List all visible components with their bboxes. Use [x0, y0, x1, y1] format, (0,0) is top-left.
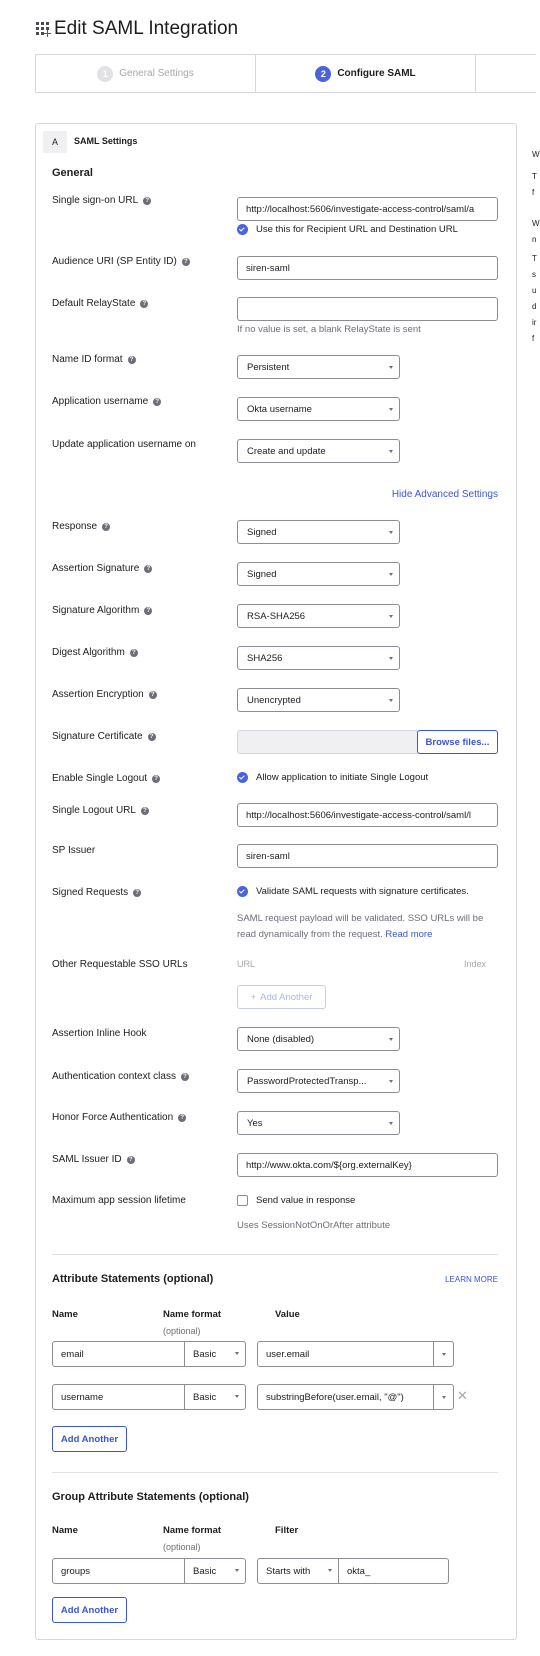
step-general-settings[interactable] [36, 55, 256, 92]
digest-algorithm-label: Digest Algorithm ? [52, 647, 138, 658]
relay-state-label: Default RelayState ? [52, 298, 148, 309]
group-name-input[interactable]: groups [52, 1558, 185, 1584]
chevron-down-icon [389, 699, 393, 702]
chevron-down-icon [235, 1569, 239, 1572]
app-grid-add-icon [36, 22, 50, 36]
audience-input[interactable]: siren-saml [237, 256, 498, 280]
chevron-down-icon [389, 1080, 393, 1083]
side-panel-text: s [532, 270, 536, 279]
attr-name-header: Name [52, 1309, 78, 1320]
side-panel-text: u [532, 286, 537, 295]
chevron-down-icon [442, 1353, 446, 1356]
auth-context-label: Authentication context class ? [52, 1071, 189, 1082]
sso-recipient-checkbox[interactable]: Use this for Recipient URL and Destination URL [237, 224, 458, 235]
chevron-down-icon [389, 408, 393, 411]
signature-algorithm-label: Signature Algorithm ? [52, 605, 152, 616]
side-panel-text: f [532, 334, 535, 343]
help-icon[interactable]: ? [182, 258, 190, 266]
step-label: Configure SAML [337, 68, 416, 79]
group-format-header: Name format [163, 1525, 222, 1536]
auth-context-select[interactable]: PasswordProtectedTransp... [237, 1069, 400, 1093]
general-heading: General [52, 167, 93, 179]
issuer-id-input[interactable]: http://www.okta.com/${org.externalKey} [237, 1153, 498, 1177]
single-logout-url-input[interactable]: http://localhost:5606/investigate-access-control/saml/l [237, 803, 498, 827]
inline-hook-label: Assertion Inline Hook [52, 1028, 147, 1039]
force-auth-select[interactable]: Yes [237, 1111, 400, 1135]
attr-format-subheader: (optional) [163, 1326, 201, 1336]
add-attribute-button[interactable]: Add Another [52, 1426, 127, 1452]
chevron-down-icon [389, 657, 393, 660]
attr-format-header: Name format [163, 1309, 222, 1320]
help-icon[interactable]: ? [178, 1114, 186, 1122]
help-icon[interactable]: ? [141, 807, 149, 815]
help-icon[interactable]: ? [143, 197, 151, 205]
help-icon[interactable]: ? [148, 733, 156, 741]
name-id-label: Name ID format ? [52, 354, 136, 365]
attr-format-select[interactable]: Basic [184, 1384, 246, 1410]
step-configure-saml[interactable] [256, 55, 476, 92]
single-logout-label: Enable Single Logout ? [52, 773, 160, 784]
chevron-down-icon [389, 1122, 393, 1125]
side-panel-text: T [532, 254, 537, 263]
update-username-label: Update application username on [52, 439, 196, 450]
browse-files-button[interactable]: Browse files... [417, 730, 498, 754]
help-icon[interactable]: ? [152, 775, 160, 783]
sso-url-label: Single sign-on URL ? [52, 195, 151, 206]
checkbox-checked-icon [237, 886, 248, 897]
help-icon[interactable]: ? [144, 607, 152, 615]
attr-value-input[interactable]: user.email [257, 1341, 434, 1367]
relay-state-hint: If no value is set, a blank RelayState is sent [237, 324, 421, 335]
single-logout-checkbox[interactable]: Allow application to initiate Single Logout [237, 772, 428, 783]
signature-certificate-label: Signature Certificate ? [52, 731, 156, 742]
single-logout-url-label: Single Logout URL ? [52, 805, 149, 816]
signed-requests-hint: SAML request payload will be validated. SSO URLs will be read dynamically from the request. Read more [237, 913, 484, 940]
name-id-select[interactable]: Persistent [237, 355, 400, 379]
attr-value-dropdown[interactable] [433, 1384, 454, 1410]
group-filter-header: Filter [275, 1525, 299, 1536]
learn-more-link[interactable]: LEARN MORE [445, 1275, 498, 1284]
hide-advanced-link[interactable]: Hide Advanced Settings [391, 489, 498, 500]
help-icon[interactable]: ? [153, 398, 161, 406]
step-number: 2 [315, 66, 331, 82]
help-icon[interactable]: ? [127, 1156, 135, 1164]
help-icon[interactable]: ? [133, 889, 141, 897]
url-column-header: URL [237, 959, 256, 969]
session-lifetime-checkbox[interactable]: Send value in response [237, 1195, 355, 1206]
step-number: 1 [97, 66, 113, 82]
attr-value-input[interactable]: substringBefore(user.email, "@") [257, 1384, 434, 1410]
sp-issuer-input[interactable]: siren-saml [237, 844, 498, 868]
certificate-file-field [237, 730, 418, 754]
response-select[interactable]: Signed [237, 520, 400, 544]
group-format-subheader: (optional) [163, 1542, 201, 1552]
plus-icon: + [250, 991, 257, 1003]
group-filter-type-select[interactable]: Starts with [257, 1558, 339, 1584]
side-panel-text: T [532, 172, 537, 181]
help-icon[interactable]: ? [144, 565, 152, 573]
group-statements-heading: Group Attribute Statements (optional) [52, 1491, 249, 1503]
attr-name-input[interactable]: email [52, 1341, 185, 1367]
side-panel-text: n [532, 235, 537, 244]
other-sso-label: Other Requestable SSO URLs [52, 959, 188, 970]
help-icon[interactable]: ? [149, 691, 157, 699]
attr-value-dropdown[interactable] [433, 1341, 454, 1367]
assertion-encryption-select[interactable]: Unencrypted [237, 688, 400, 712]
help-icon[interactable]: ? [128, 356, 136, 364]
chevron-down-icon [235, 1352, 239, 1355]
app-username-select[interactable]: Okta username [237, 397, 400, 421]
checkbox-unchecked-icon [237, 1195, 248, 1206]
side-panel-text: f [532, 188, 535, 197]
index-column-header: Index [464, 959, 487, 969]
card-title: SAML Settings [74, 136, 138, 146]
relay-state-input[interactable] [237, 297, 498, 321]
group-format-select[interactable]: Basic [184, 1558, 246, 1584]
chevron-down-icon [389, 531, 393, 534]
app-username-label: Application username ? [52, 396, 161, 407]
assertion-signature-label: Assertion Signature ? [52, 563, 152, 574]
side-panel-text: ir [532, 318, 537, 327]
chevron-down-icon [389, 615, 393, 618]
chevron-down-icon [389, 573, 393, 576]
read-more-link[interactable]: Read more [385, 929, 433, 940]
chevron-down-icon [389, 450, 393, 453]
signed-requests-label: Signed Requests ? [52, 887, 141, 898]
help-icon[interactable]: ? [102, 523, 110, 531]
sp-issuer-label: SP Issuer [52, 845, 96, 856]
issuer-id-label: SAML Issuer ID ? [52, 1154, 135, 1165]
saml-settings-card [35, 123, 517, 1640]
side-panel-text: W [532, 150, 540, 159]
update-username-select[interactable]: Create and update [237, 439, 400, 463]
chevron-down-icon [328, 1569, 332, 1572]
section-divider [52, 1472, 498, 1473]
checkbox-checked-icon [237, 772, 248, 783]
signed-requests-checkbox[interactable]: Validate SAML requests with signature certificates. [237, 886, 469, 897]
response-label: Response ? [52, 521, 110, 532]
sso-url-input[interactable]: http://localhost:5606/investigate-access-control/saml/a [237, 197, 498, 221]
assertion-encryption-label: Assertion Encryption ? [52, 689, 157, 700]
session-lifetime-hint: Uses SessionNotOnOrAfter attribute [237, 1220, 391, 1231]
chevron-down-icon [389, 366, 393, 369]
step-label: General Settings [119, 68, 194, 79]
section-divider [52, 1254, 498, 1255]
help-icon[interactable]: ? [181, 1073, 189, 1081]
inline-hook-select[interactable]: None (disabled) [237, 1027, 400, 1051]
add-sso-url-button[interactable]: + Add Another [237, 985, 326, 1009]
step-next-partial [476, 55, 536, 92]
side-panel-text: W [532, 219, 540, 228]
remove-row-icon[interactable]: ✕ [457, 1388, 468, 1403]
attribute-statements-heading: Attribute Statements (optional) [52, 1273, 214, 1285]
audience-label: Audience URI (SP Entity ID) ? [52, 256, 190, 267]
add-group-attribute-button[interactable]: Add Another [52, 1597, 127, 1623]
group-name-header: Name [52, 1525, 78, 1536]
session-lifetime-label: Maximum app session lifetime [52, 1195, 186, 1206]
attr-format-select[interactable]: Basic [184, 1341, 246, 1367]
attr-value-header: Value [275, 1309, 300, 1320]
checkbox-checked-icon [237, 224, 248, 235]
chevron-down-icon [389, 1038, 393, 1041]
signature-algorithm-select[interactable]: RSA-SHA256 [237, 604, 400, 628]
section-badge: A [43, 131, 67, 153]
help-icon[interactable]: ? [140, 300, 148, 308]
side-panel-text: d [532, 302, 537, 311]
attr-name-input[interactable]: username [52, 1384, 185, 1410]
help-icon[interactable]: ? [130, 649, 138, 657]
digest-algorithm-select[interactable]: SHA256 [237, 646, 400, 670]
assertion-signature-select[interactable]: Signed [237, 562, 400, 586]
chevron-down-icon [442, 1396, 446, 1399]
force-auth-label: Honor Force Authentication ? [52, 1112, 186, 1123]
wizard-stepper [35, 54, 536, 93]
page-title [36, 18, 238, 40]
chevron-down-icon [235, 1395, 239, 1398]
page-title-text: Edit SAML Integration [54, 18, 239, 39]
group-filter-value-input[interactable]: okta_ [338, 1558, 449, 1584]
